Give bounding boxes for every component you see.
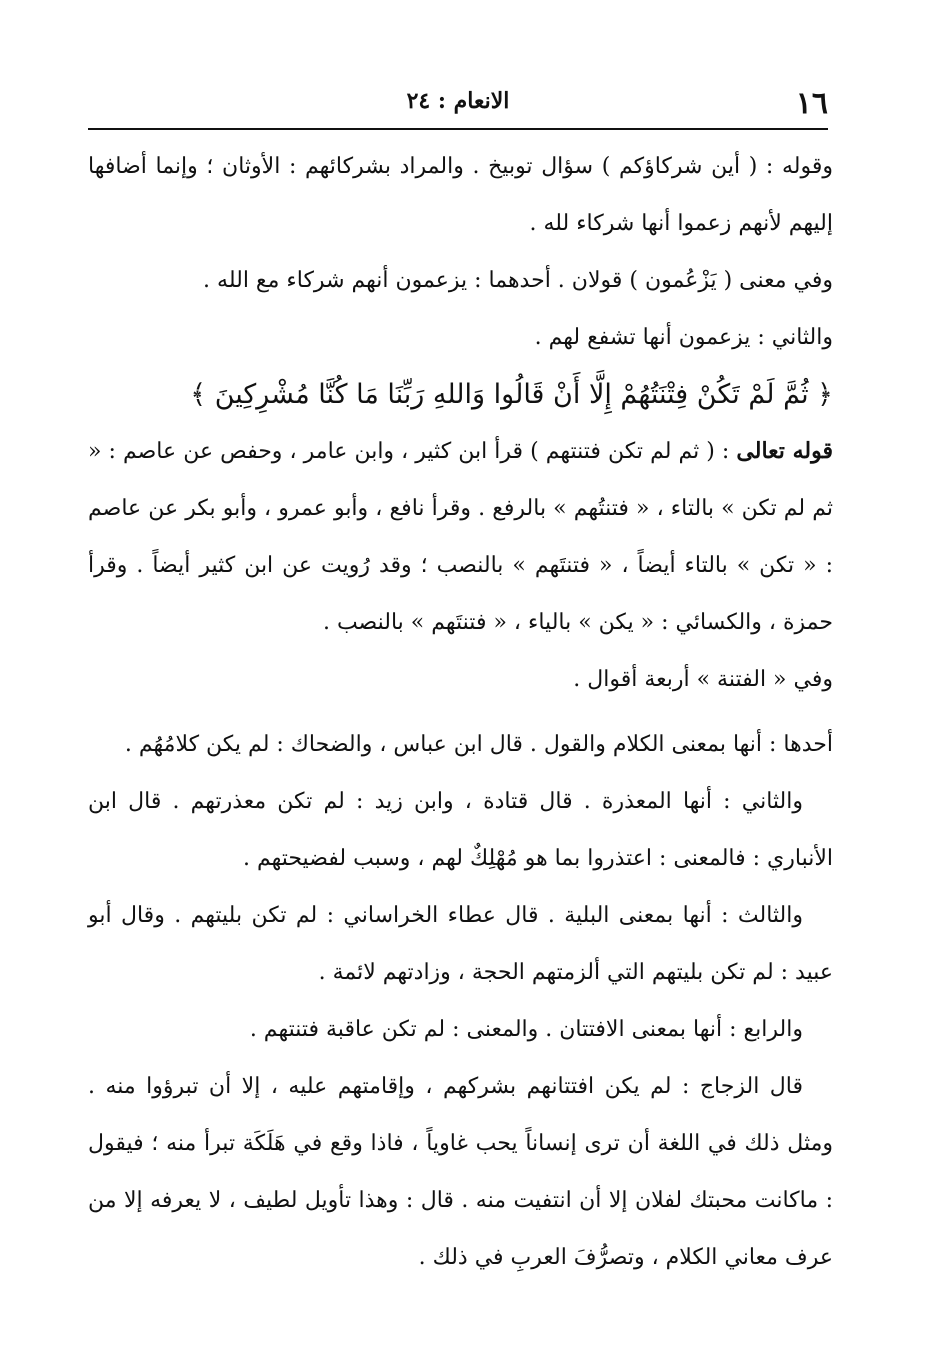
paragraph-second-saying: والثاني : أنها المعذرة . قال قتادة ، وابن زيد : لم تكن معذرتهم . قال ابن الأنباري : فالمعنى : اعتذروا بما هو مُهْلِكٌ لهم ، وسبب لفضيحتهم . <box>88 789 833 871</box>
paragraph-first-saying: أحدها : أنها بمعنى الكلام والقول . قال ابن عباس ، والضحاك : لم يكن كلامُهُم . <box>124 732 833 757</box>
page-number: ١٦ <box>795 86 828 121</box>
paragraph-lead: قوله تعالى <box>736 438 833 464</box>
running-head: الانعام : ٢٤ <box>406 88 510 114</box>
quran-verse: ﴿ ثُمَّ لَمْ تَكُنْ فِتْنَتُهُمْ إِلَّا أَنْ قَالُوا وَاللهِ رَبِّنَا مَا كُنَّا مُشْرِكِينَ ﴾ <box>190 379 833 410</box>
paragraph-qiraat-text: : ( ثم لم تكن فتنتهم ) قرأ ابن كثير ، وابن عامر ، وحفص عن عاصم : « ثم لم تكن » بالتاء ، « فتنتُهم » بالرفع . وقرأ نافع ، وأبو عمرو ، وأبو بكر عن عاصم : « تكن » بالتاء أيضاً ، « فتنتَهم » بالنصب ؛ وقد رُويت عن ابن كثير أيضاً . وقرأ حمزة ، والكسائي : « يكن » بالياء ، « فتنتَهم » بالنصب . <box>88 439 833 635</box>
paragraph-second-meaning: والثاني : يزعمون أنها تشفع لهم . <box>534 325 833 350</box>
paragraph-zajjaj: قال الزجاج : لم يكن افتتانهم بشركهم ، وإقامتهم عليه ، إلا أن تبرؤوا منه . ومثل ذلك في اللغة أن ترى إنساناً يحب غاوياً ، فاذا وقع في هَلَكَة تبرأ منه ؛ فيقول : ماكانت محبتك لفلان إلا أن انتفيت منه . قال : وهذا تأويل لطيف ، لا يعرفه إلا من عرف معاني الكلام ، وتصرُّفَ العربِ في ذلك . <box>88 1074 833 1270</box>
paragraph-fourth-saying: والرابع : أنها بمعنى الافتتان . والمعنى : لم تكن عاقبة فتنتهم . <box>249 1017 803 1042</box>
page-body <box>88 138 833 1286</box>
page-header <box>88 82 828 130</box>
paragraph-third-saying: والثالث : أنها بمعنى البلية . قال عطاء الخراساني : لم تكن بليتهم . وقال أبو عبيد : لم تكن بليتهم التي ألزمتهم الحجة ، وزادتهم لائمة . <box>88 903 833 985</box>
paragraph-fitna-intro: وفي « الفتنة » أربعة أقوال . <box>573 667 833 692</box>
paragraph-shurakaukum: وقوله : ( أين شركاؤكم ) سؤال توبيخ . والمراد بشركائهم : الأوثان ؛ وإنما أضافها إليهم لأنهم زعموا أنها شركاء لله . <box>88 154 833 236</box>
paragraph-yazumun: وفي معنى ( يَزْعُمون ) قولان . أحدهما : يزعمون أنهم شركاء مع الله . <box>203 268 833 293</box>
paragraph-qiraat <box>88 423 833 651</box>
